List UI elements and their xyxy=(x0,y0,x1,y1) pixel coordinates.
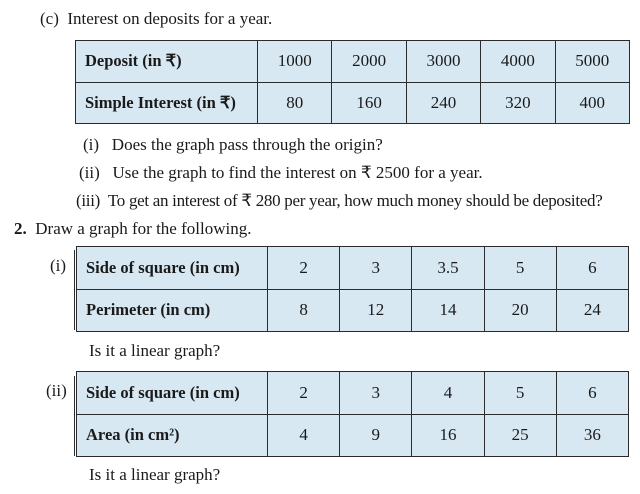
q2-heading xyxy=(14,219,251,239)
question-label: (iii) xyxy=(76,191,100,210)
table-cell: 6 xyxy=(556,372,628,415)
table-cell: 20 xyxy=(484,289,556,332)
table-cell: 24 xyxy=(556,289,628,332)
table-cell: 5 xyxy=(484,247,556,290)
part-i-label: (i) xyxy=(50,256,67,275)
table-row xyxy=(77,247,629,290)
table-cell: 3.5 xyxy=(412,247,484,290)
table-row xyxy=(76,41,630,83)
table-cell: 4000 xyxy=(481,41,555,83)
q2-number: 2. xyxy=(14,219,27,238)
table-cell: 2 xyxy=(268,247,340,290)
table-cell: 3 xyxy=(340,372,412,415)
perimeter-table xyxy=(76,246,629,332)
row-header: Side of square (in cm) xyxy=(77,247,268,290)
table-cell: 12 xyxy=(340,289,412,332)
question-label: (i) xyxy=(83,135,100,154)
row-header: Area (in cm²) xyxy=(77,414,268,457)
question-c-iii xyxy=(76,191,602,211)
table-row xyxy=(76,82,630,124)
table-row xyxy=(77,289,629,332)
table-row xyxy=(77,414,629,457)
table-cell: 14 xyxy=(412,289,484,332)
table-cell: 2 xyxy=(268,372,340,415)
table-row xyxy=(77,372,629,415)
table-cell: 80 xyxy=(258,82,332,124)
divider xyxy=(74,250,75,330)
table-cell: 3000 xyxy=(406,41,480,83)
table-cell: 160 xyxy=(332,82,406,124)
question-text: Does the graph pass through the origin? xyxy=(111,135,383,154)
deposit-interest-table xyxy=(75,40,630,124)
table-cell: 400 xyxy=(555,82,629,124)
part-ii-question: Is it a linear graph? xyxy=(89,465,221,484)
part-i-question: Is it a linear graph? xyxy=(89,341,221,360)
part-ii-label: (ii) xyxy=(46,381,67,400)
q2-title: Draw a graph for the following. xyxy=(35,219,252,238)
row-header: Deposit (in ₹) xyxy=(76,41,258,83)
question-c-i xyxy=(83,135,383,155)
table-cell: 6 xyxy=(556,247,628,290)
row-header: Perimeter (in cm) xyxy=(77,289,268,332)
table-cell: 4 xyxy=(268,414,340,457)
table-cell: 1000 xyxy=(258,41,332,83)
table-cell: 5000 xyxy=(555,41,629,83)
row-header: Simple Interest (in ₹) xyxy=(76,82,258,124)
table-cell: 320 xyxy=(481,82,555,124)
table-cell: 25 xyxy=(484,414,556,457)
table-cell: 9 xyxy=(340,414,412,457)
table-cell: 5 xyxy=(484,372,556,415)
question-text: Use the graph to find the interest on ₹ 2500 for a year. xyxy=(112,163,483,182)
question-label: (ii) xyxy=(79,163,100,182)
table-cell: 2000 xyxy=(332,41,406,83)
divider xyxy=(74,376,75,456)
part-c-label: (c) xyxy=(40,9,59,28)
table-cell: 240 xyxy=(406,82,480,124)
table-cell: 8 xyxy=(268,289,340,332)
table-cell: 36 xyxy=(556,414,628,457)
table-cell: 4 xyxy=(412,372,484,415)
table-cell: 3 xyxy=(340,247,412,290)
row-header: Side of square (in cm) xyxy=(77,372,268,415)
area-table xyxy=(76,371,629,457)
question-c-ii xyxy=(79,163,483,183)
part-c-title: Interest on deposits for a year. xyxy=(67,9,273,28)
question-text: To get an interest of ₹ 280 per year, how much money should be deposited? xyxy=(107,191,603,210)
part-c-heading xyxy=(40,9,272,29)
table-cell: 16 xyxy=(412,414,484,457)
